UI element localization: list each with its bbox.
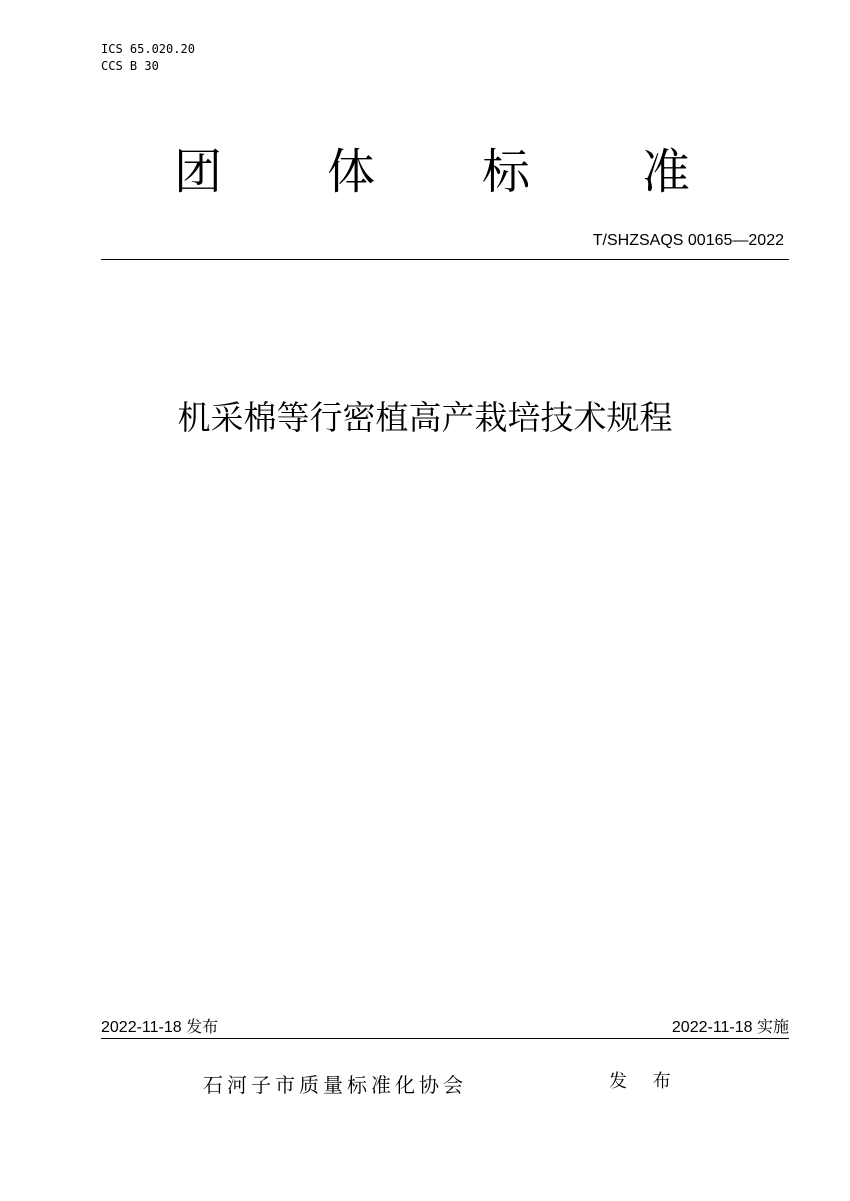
- category-char-4: 准: [642, 144, 691, 200]
- ccs-code: CCS B 30: [101, 59, 159, 73]
- standard-number: T/SHZSAQS 00165—2022: [592, 232, 784, 249]
- category-char-2: 体: [327, 144, 376, 200]
- category-char-1: 团: [174, 144, 223, 200]
- header-divider: [101, 259, 789, 260]
- footer-divider: [101, 1038, 789, 1039]
- category-char-3: 标: [482, 144, 531, 200]
- effective-date: 2022-11-18 实施: [671, 1019, 789, 1036]
- publish-label: 发 布: [609, 1071, 681, 1092]
- ics-code: ICS 65.020.20: [101, 42, 195, 56]
- publishing-organization: 石河子市质量标准化协会: [203, 1073, 467, 1097]
- issue-date: 2022-11-18 发布: [101, 1019, 219, 1036]
- document-title: 机采棉等行密植高产栽培技术规程: [177, 398, 673, 437]
